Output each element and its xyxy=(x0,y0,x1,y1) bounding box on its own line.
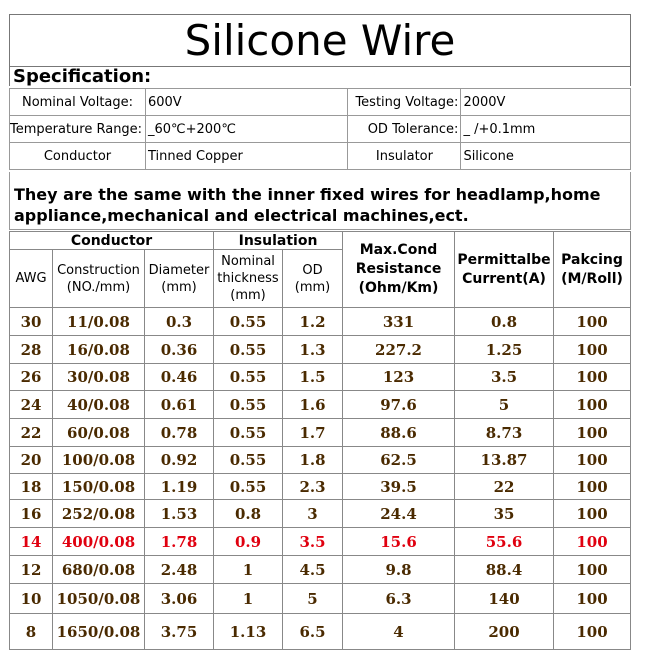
packing-cell: 100 xyxy=(554,447,631,474)
packing-cell: 100 xyxy=(554,528,631,556)
construction-cell: 11/0.08 xyxy=(53,308,145,336)
od-cell: 3 xyxy=(283,500,343,528)
table-row xyxy=(10,419,631,447)
awg-cell: 30 xyxy=(10,308,53,336)
resistance-cell: 97.6 xyxy=(343,391,455,419)
table-body xyxy=(10,308,631,650)
thickness-cell: 0.55 xyxy=(214,419,283,447)
col-packing-header: Pakcing (M/Roll) xyxy=(554,232,631,308)
thickness-cell: 1 xyxy=(214,556,283,584)
construction-cell: 60/0.08 xyxy=(53,419,145,447)
od-tolerance-value: _ /+0.1mm xyxy=(461,116,631,143)
table-row xyxy=(10,308,631,336)
conductor-value: Tinned Copper xyxy=(145,143,347,170)
table-row xyxy=(10,391,631,419)
awg-cell: 10 xyxy=(10,584,53,614)
thickness-cell: 0.55 xyxy=(214,474,283,500)
table-row xyxy=(10,528,631,556)
thickness-cell: 1.13 xyxy=(214,614,283,650)
thickness-cell: 0.9 xyxy=(214,528,283,556)
awg-cell: 22 xyxy=(10,419,53,447)
awg-cell: 8 xyxy=(10,614,53,650)
awg-cell: 14 xyxy=(10,528,53,556)
nominal-voltage-value: 600V xyxy=(145,89,347,116)
current-cell: 140 xyxy=(455,584,554,614)
packing-cell: 100 xyxy=(554,474,631,500)
table-row xyxy=(10,474,631,500)
diameter-cell: 0.92 xyxy=(145,447,214,474)
table-row xyxy=(10,447,631,474)
od-cell: 5 xyxy=(283,584,343,614)
thickness-cell: 1 xyxy=(214,584,283,614)
thickness-cell: 0.55 xyxy=(214,391,283,419)
diameter-cell: 0.78 xyxy=(145,419,214,447)
construction-cell: 400/0.08 xyxy=(53,528,145,556)
resistance-cell: 62.5 xyxy=(343,447,455,474)
construction-cell: 1650/0.08 xyxy=(53,614,145,650)
construction-cell: 680/0.08 xyxy=(53,556,145,584)
diameter-cell: 2.48 xyxy=(145,556,214,584)
construction-cell: 1050/0.08 xyxy=(53,584,145,614)
diameter-cell: 0.61 xyxy=(145,391,214,419)
thickness-cell: 0.55 xyxy=(214,308,283,336)
od-tolerance-label: OD Tolerance: xyxy=(348,116,461,143)
packing-cell: 100 xyxy=(554,584,631,614)
page-title: Silicone Wire xyxy=(9,14,631,66)
resistance-cell: 15.6 xyxy=(343,528,455,556)
resistance-cell: 331 xyxy=(343,308,455,336)
current-cell: 5 xyxy=(455,391,554,419)
col-awg-header: AWG xyxy=(10,250,53,308)
diameter-cell: 0.46 xyxy=(145,364,214,391)
od-cell: 1.6 xyxy=(283,391,343,419)
insulator-value: Silicone xyxy=(461,143,631,170)
testing-voltage-value: 2000V xyxy=(461,89,631,116)
diameter-cell: 1.19 xyxy=(145,474,214,500)
current-cell: 0.8 xyxy=(455,308,554,336)
od-cell: 1.5 xyxy=(283,364,343,391)
od-cell: 1.2 xyxy=(283,308,343,336)
packing-cell: 100 xyxy=(554,308,631,336)
packing-cell: 100 xyxy=(554,336,631,364)
thickness-cell: 0.8 xyxy=(214,500,283,528)
packing-cell: 100 xyxy=(554,556,631,584)
spec-row-temperature xyxy=(10,116,631,143)
table-row xyxy=(10,584,631,614)
col-construction-header: Construction (NO./mm) xyxy=(53,250,145,308)
resistance-cell: 88.6 xyxy=(343,419,455,447)
table-row xyxy=(10,614,631,650)
col-diameter-header: Diameter (mm) xyxy=(145,250,214,308)
current-cell: 3.5 xyxy=(455,364,554,391)
diameter-cell: 1.78 xyxy=(145,528,214,556)
thickness-cell: 0.55 xyxy=(214,447,283,474)
diameter-cell: 0.36 xyxy=(145,336,214,364)
packing-cell: 100 xyxy=(554,614,631,650)
current-cell: 8.73 xyxy=(455,419,554,447)
spec-heading: Specification: xyxy=(9,66,631,86)
packing-cell: 100 xyxy=(554,364,631,391)
table-group-header xyxy=(10,232,631,250)
diameter-cell: 3.75 xyxy=(145,614,214,650)
current-cell: 88.4 xyxy=(455,556,554,584)
spec-row-material xyxy=(10,143,631,170)
construction-cell: 40/0.08 xyxy=(53,391,145,419)
col-resistance-header: Max.Cond Resistance (Ohm/Km) xyxy=(343,232,455,308)
col-thickness-header: Nominal thickness (mm) xyxy=(214,250,283,308)
table-row xyxy=(10,364,631,391)
od-cell: 4.5 xyxy=(283,556,343,584)
current-cell: 13.87 xyxy=(455,447,554,474)
current-cell: 1.25 xyxy=(455,336,554,364)
current-cell: 35 xyxy=(455,500,554,528)
awg-cell: 12 xyxy=(10,556,53,584)
diameter-cell: 1.53 xyxy=(145,500,214,528)
construction-cell: 30/0.08 xyxy=(53,364,145,391)
temperature-range-label: Temperature Range: xyxy=(10,116,146,143)
spec-table xyxy=(9,88,631,170)
current-cell: 22 xyxy=(455,474,554,500)
awg-cell: 26 xyxy=(10,364,53,391)
table-row xyxy=(10,500,631,528)
diameter-cell: 0.3 xyxy=(145,308,214,336)
awg-cell: 16 xyxy=(10,500,53,528)
od-cell: 2.3 xyxy=(283,474,343,500)
insulator-label: Insulator xyxy=(348,143,461,170)
packing-cell: 100 xyxy=(554,391,631,419)
current-cell: 200 xyxy=(455,614,554,650)
conductor-label: Conductor xyxy=(10,143,146,170)
group-insulation-header: Insulation xyxy=(214,232,343,250)
packing-cell: 100 xyxy=(554,500,631,528)
od-cell: 1.7 xyxy=(283,419,343,447)
awg-cell: 20 xyxy=(10,447,53,474)
od-cell: 3.5 xyxy=(283,528,343,556)
testing-voltage-label: Testing Voltage: xyxy=(348,89,461,116)
od-cell: 1.3 xyxy=(283,336,343,364)
thickness-cell: 0.55 xyxy=(214,336,283,364)
packing-cell: 100 xyxy=(554,419,631,447)
usage-notice: They are the same with the inner fixed wires for headlamp,home appliance,mechanical and electrical machines,ect. xyxy=(9,172,631,230)
resistance-cell: 39.5 xyxy=(343,474,455,500)
wire-spec-table xyxy=(9,231,631,650)
od-cell: 6.5 xyxy=(283,614,343,650)
col-od-header: OD (mm) xyxy=(283,250,343,308)
od-cell: 1.8 xyxy=(283,447,343,474)
current-cell: 55.6 xyxy=(455,528,554,556)
spec-sheet xyxy=(9,14,631,641)
group-conductor-header: Conductor xyxy=(10,232,214,250)
construction-cell: 252/0.08 xyxy=(53,500,145,528)
resistance-cell: 227.2 xyxy=(343,336,455,364)
construction-cell: 150/0.08 xyxy=(53,474,145,500)
resistance-cell: 4 xyxy=(343,614,455,650)
construction-cell: 16/0.08 xyxy=(53,336,145,364)
construction-cell: 100/0.08 xyxy=(53,447,145,474)
awg-cell: 18 xyxy=(10,474,53,500)
resistance-cell: 9.8 xyxy=(343,556,455,584)
thickness-cell: 0.55 xyxy=(214,364,283,391)
awg-cell: 28 xyxy=(10,336,53,364)
resistance-cell: 24.4 xyxy=(343,500,455,528)
table-row xyxy=(10,556,631,584)
awg-cell: 24 xyxy=(10,391,53,419)
diameter-cell: 3.06 xyxy=(145,584,214,614)
table-row xyxy=(10,336,631,364)
temperature-range-value: _60℃+200℃ xyxy=(145,116,347,143)
resistance-cell: 123 xyxy=(343,364,455,391)
nominal-voltage-label: Nominal Voltage: xyxy=(10,89,146,116)
resistance-cell: 6.3 xyxy=(343,584,455,614)
col-current-header: Permittalbe Current(A) xyxy=(455,232,554,308)
spec-row-voltage xyxy=(10,89,631,116)
